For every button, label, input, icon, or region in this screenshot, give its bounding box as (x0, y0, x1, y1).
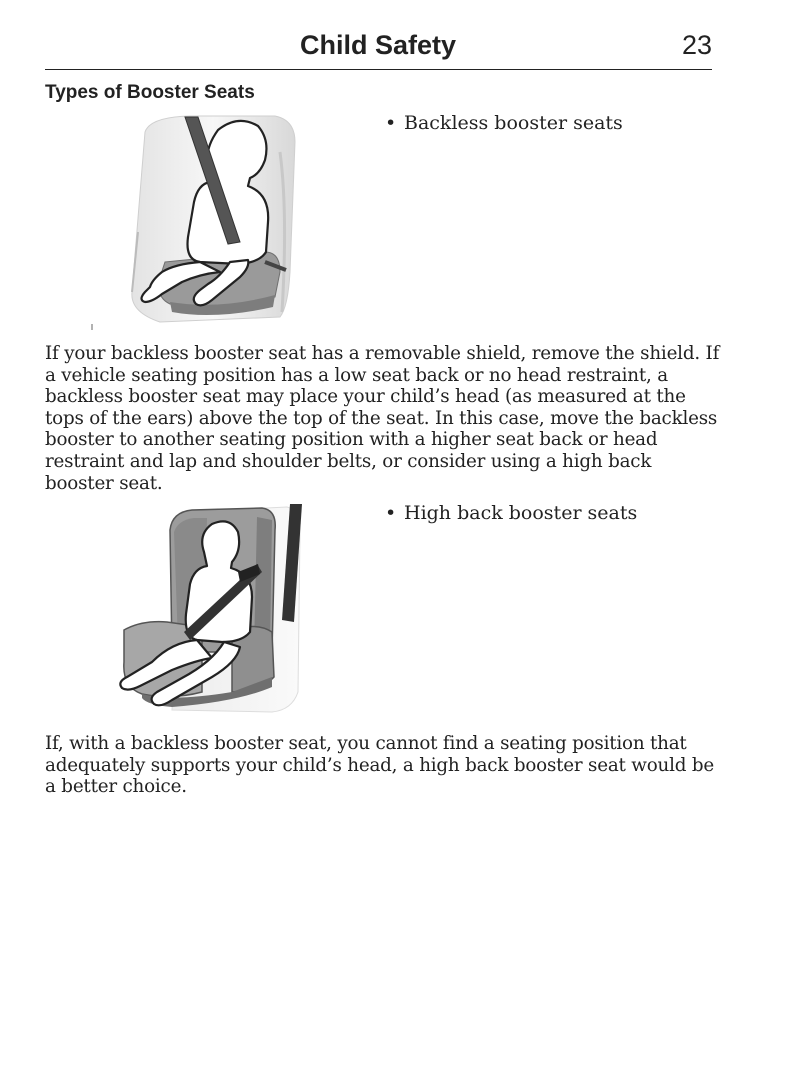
high-back-booster-paragraph: If, with a backless booster seat, you cannot find a seating position that adequately supports your child’s head, a high back booster seat would be a better choice. (45, 733, 715, 798)
bullet-high-back-booster (385, 502, 637, 524)
chapter-title: Child Safety (299, 30, 457, 60)
bullet-backless-booster (385, 112, 623, 134)
page-number: 23 (681, 30, 712, 60)
bullet-label: High back booster seats (404, 502, 638, 524)
backless-booster-illustration (90, 112, 305, 330)
bullet-marker: • (385, 112, 397, 134)
bullet-marker: • (385, 502, 397, 524)
high-back-booster-illustration (112, 502, 304, 714)
backless-booster-paragraph: If your backless booster seat has a removable shield, remove the shield. If a vehicle seating position has a low seat back or no head restraint, a backless booster seat may place your child’s head (as measured at the tops of the ears) above the top of the seat. In this case, move the backless booster to another seating position with a higher seat back or head restraint and lap and shoulder belts, or consider using a high back booster seat. (45, 343, 720, 494)
bullet-label: Backless booster seats (404, 112, 623, 134)
section-heading: Types of Booster Seats (45, 82, 255, 103)
header-divider (45, 69, 712, 70)
